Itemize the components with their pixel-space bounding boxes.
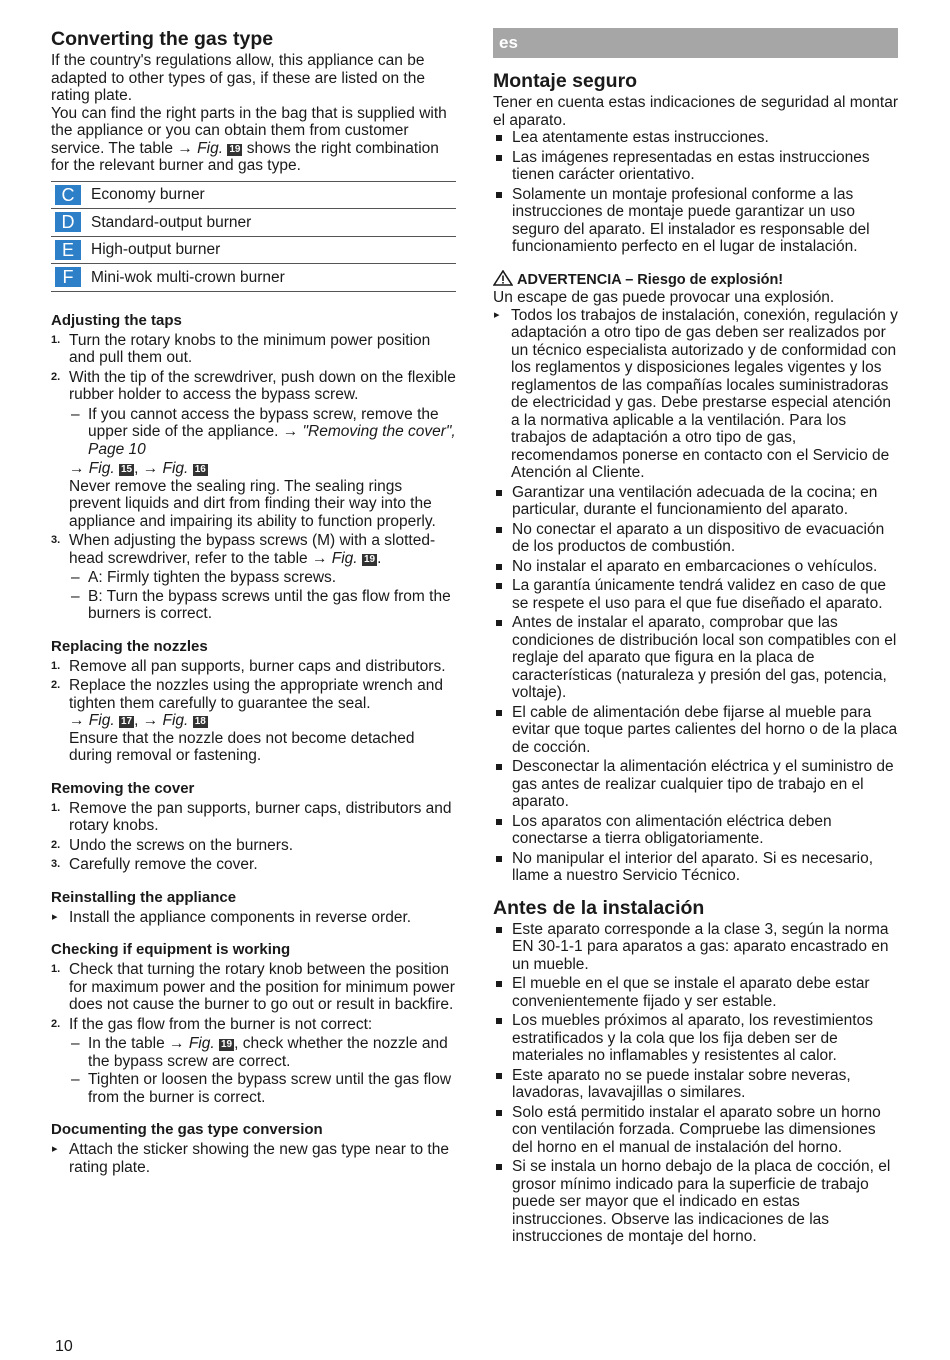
list-item: ▸ Install the appliance components in reverse order.: [51, 909, 456, 927]
fig-references: → Fig. 17 , → Fig. 18: [69, 712, 206, 729]
list-item: Solamente un montaje profesional conforme a las instrucciones de montaje puede garantizar un uso seguro del aparato. El instalador es responsable del funcionamiento perfecto en el lugar de instalación.: [493, 186, 898, 256]
cover-steps: [51, 800, 456, 874]
table-row: [51, 181, 456, 209]
section-title-antes: Antes de la instalación: [493, 896, 705, 919]
list-item: No conectar el aparato a un dispositivo de evacuación de los productos de combustión.: [493, 521, 898, 556]
list-item: Las imágenes representadas en estas instrucciones tienen carácter orientativo.: [493, 149, 898, 184]
intro-paragraph-1: If the country's regulations allow, this appliance can be adapted to other types of gas, if these are listed on the rating plate.: [51, 52, 425, 104]
fig-badge: 15: [120, 464, 133, 475]
burner-letter: C: [55, 185, 81, 205]
safety-list-2: [493, 484, 898, 885]
list-item: Desconectar la alimentación eléctrica y el suministro de gas antes de realizar cualquier tipo de trabajo en el aparato.: [493, 758, 898, 811]
list-item: No instalar el aparato en embarcaciones o vehículos.: [493, 558, 898, 576]
list-item: – A: Firmly tighten the bypass screws.: [69, 569, 456, 587]
warning-triangle-icon: [493, 270, 513, 286]
table-row: [51, 209, 456, 237]
burner-table: [51, 181, 456, 292]
burner-letter: E: [55, 240, 81, 260]
list-item: El cable de alimentación debe fijarse al mueble para evitar que toque partes calientes del horno o de la placa de cocción.: [493, 704, 898, 757]
burner-label: High-output burner: [81, 236, 456, 264]
heading-checking: Checking if equipment is working: [51, 941, 291, 958]
taps-steps: [51, 332, 456, 623]
fig-reference[interactable]: → Fig.: [177, 139, 224, 157]
note-text: Ensure that the nozzle does not become detached during removal or fastening.: [69, 729, 415, 764]
list-item: Los muebles próximos al aparato, los revestimientos estratificados y la cola que los fija deben ser de materiales no inflamables y resistentes al calor.: [493, 1012, 898, 1065]
reinstall-steps: [51, 909, 456, 927]
safety-list: [493, 129, 898, 256]
intro-paragraph: Tener en cuenta estas indicaciones de seguridad al montar el aparato.: [493, 94, 898, 129]
list-item: Lea atentamente estas instrucciones.: [493, 129, 898, 147]
list-item: – If you cannot access the bypass screw, remove the upper side of the appliance. → "Removing the cover", Page 10: [69, 406, 456, 459]
list-item: Antes de instalar el aparato, comprobar que las condiciones de distribución local son compatibles con el reglaje del aparato que figura en la placa de características (naturaleza y presión del gas, potencia, voltaje).: [493, 614, 898, 702]
list-item: 2. With the tip of the screwdriver, push down on the flexible rubber holder to access the bypass screw. – If you cannot access the bypass screw, remove the upper side of the appliance. → "Removing the cover", Page 10 → Fig. 15 , → Fig. 16 Never remove the sealing ring. The sealing rings prevent liquids and dirt from finding their way into the appliance and impairing its ability to function properly.: [51, 369, 456, 531]
note-text: Never remove the sealing ring. The sealing rings prevent liquids and dirt from finding their way into the appliance and impairing its ability to function properly.: [69, 477, 436, 530]
fig-badge: 19: [220, 1039, 233, 1050]
list-item: – B: Turn the bypass screws until the gas flow from the burners is correct.: [69, 588, 456, 623]
fig-badge: 19: [363, 553, 376, 565]
list-item: ▸ Attach the sticker showing the new gas type near to the rating plate.: [51, 1141, 456, 1176]
nozzle-steps: [51, 658, 456, 765]
list-item: 2. If the gas flow from the burner is not correct: – In the table → Fig. 19 , check whether the nozzle and the bypass screw are correct. – Tighten or loosen the bypass screw until the gas flow from the burner is correct.: [51, 1016, 456, 1107]
right-column: [493, 28, 898, 1248]
heading-reinstalling: Reinstalling the appliance: [51, 888, 237, 906]
list-item: 1. Remove all pan supports, burner caps and distributors.: [51, 657, 446, 675]
documenting-steps: [51, 1141, 456, 1176]
section-title-montaje: Montaje seguro: [493, 70, 638, 92]
burner-letter: D: [55, 212, 81, 232]
burner-label: Standard-output burner: [81, 209, 456, 237]
list-item: Si se instala un horno debajo de la placa de cocción, el grosor mínimo indicado para la superficie de trabajo puede ser mayor que el indicado en estas instrucciones. Observe las indicaciones de las instrucciones de montaje del horno.: [493, 1158, 898, 1246]
list-item: 3. When adjusting the bypass screws (M) with a slotted-head screwdriver, refer to the table → Fig. 19 . – A: Firmly tighten the bypass screws. – B: Turn the bypass screws until the gas flow from the burners is correct.: [51, 532, 456, 623]
page-number: 10: [55, 1338, 73, 1355]
left-column: [51, 28, 456, 1178]
section-title-converting: Converting the gas type: [51, 28, 274, 50]
installation-list: [493, 921, 898, 1246]
list-item: 1. Remove the pan supports, burner caps, distributors and rotary knobs.: [51, 799, 452, 834]
table-row: [51, 264, 456, 292]
heading-removing-cover: Removing the cover: [51, 779, 195, 797]
burner-letter: F: [55, 267, 81, 287]
checking-steps: [51, 961, 456, 1106]
language-bar: es: [493, 28, 898, 58]
table-row: [51, 236, 456, 264]
list-item: Los aparatos con alimentación eléctrica deben conectarse a tierra obligatoriamente.: [493, 813, 898, 848]
list-item: 3. Carefully remove the cover.: [51, 856, 258, 873]
intro-paragraph-2: You can find the right parts in the bag that is supplied with the appliance or you can obtain them from customer service. The table → Fig. 19 shows the right combination for the relevant burner and gas type.: [51, 104, 447, 174]
cross-reference-link[interactable]: → "Removing the cover", Page 10: [88, 423, 456, 458]
list-item: Garantizar una ventilación adecuada de la cocina; en particular, durante el funcionamiento del aparato.: [493, 484, 898, 519]
list-item: ▸ Todos los trabajos de instalación, conexión, regulación y adaptación a otro tipo de gas deben ser realizados por un técnico especialista autorizado y de conformidad con los reglamentos y disposiciones legales vigentes y los reglamentos de las compañías locales suministradoras de electricidad y gas. Debe prestarse especial atención a la normativa aplicable a la ventilación. Para los trabajos de adaptación a otro tipo de gas, recomendamos ponerse en contacto con el Servicio de Atención al Cliente.: [493, 307, 898, 482]
list-item: Solo está permitido instalar el aparato sobre un horno con ventilación forzada. Compruebe las dimensiones del horno en el manual de instalación del horno.: [493, 1104, 898, 1157]
list-item: El mueble en el que se instale el aparato debe estar convenientemente fijado y ser estable.: [493, 975, 898, 1010]
warning-heading: ADVERTENCIA – Riesgo de explosión!: [493, 270, 898, 290]
heading-adjusting-taps: Adjusting the taps: [51, 311, 182, 329]
list-item: No manipular el interior del aparato. Si es necesario, llame a nuestro Servicio Técnico.: [493, 850, 898, 885]
list-item: – In the table → Fig. 19 , check whether the nozzle and the bypass screw are correct.: [69, 1035, 456, 1070]
burner-label: Mini-wok multi-crown burner: [81, 264, 456, 292]
fig-badge: 16: [194, 464, 206, 475]
list-item: 2. Undo the screws on the burners.: [51, 836, 294, 854]
heading-replacing-nozzles: Replacing the nozzles: [51, 637, 208, 655]
list-item: Este aparato corresponde a la clase 3, según la norma EN 30-1-1 para aparatos a gas: aparato encastrado en un mueble.: [493, 921, 898, 974]
list-item: 1. Check that turning the rotary knob between the position for maximum power and the position for minimum power does not cause the burner to go out or result in backfire.: [51, 961, 455, 1013]
list-item: 2. Replace the nozzles using the appropriate wrench and tighten them carefully to guarantee the seal. → Fig. 17 , → Fig. 18 Ensure that the nozzle does not become detached during removal or fastening.: [51, 677, 456, 765]
fig-references: → Fig. 15 , → Fig. 16: [69, 460, 206, 477]
heading-documenting: Documenting the gas type conversion: [51, 1121, 323, 1138]
fig-badge: 17: [120, 716, 133, 727]
fig-badge: 19: [229, 143, 241, 155]
list-item: Este aparato no se puede instalar sobre neveras, lavadoras, lavavajillas o similares.: [493, 1067, 898, 1102]
fig-badge: 18: [194, 716, 206, 727]
burner-label: Economy burner: [81, 181, 456, 209]
warning-text: Un escape de gas puede provocar una explosión.: [493, 289, 835, 306]
warning-steps: [493, 307, 898, 482]
list-item: La garantía únicamente tendrá validez en caso de que se respete el uso para el que fue diseñado el aparato.: [493, 577, 898, 612]
list-item: 1. Turn the rotary knobs to the minimum power position and pull them out.: [51, 331, 431, 366]
list-item: – Tighten or loosen the bypass screw until the gas flow from the burner is correct.: [69, 1071, 456, 1106]
